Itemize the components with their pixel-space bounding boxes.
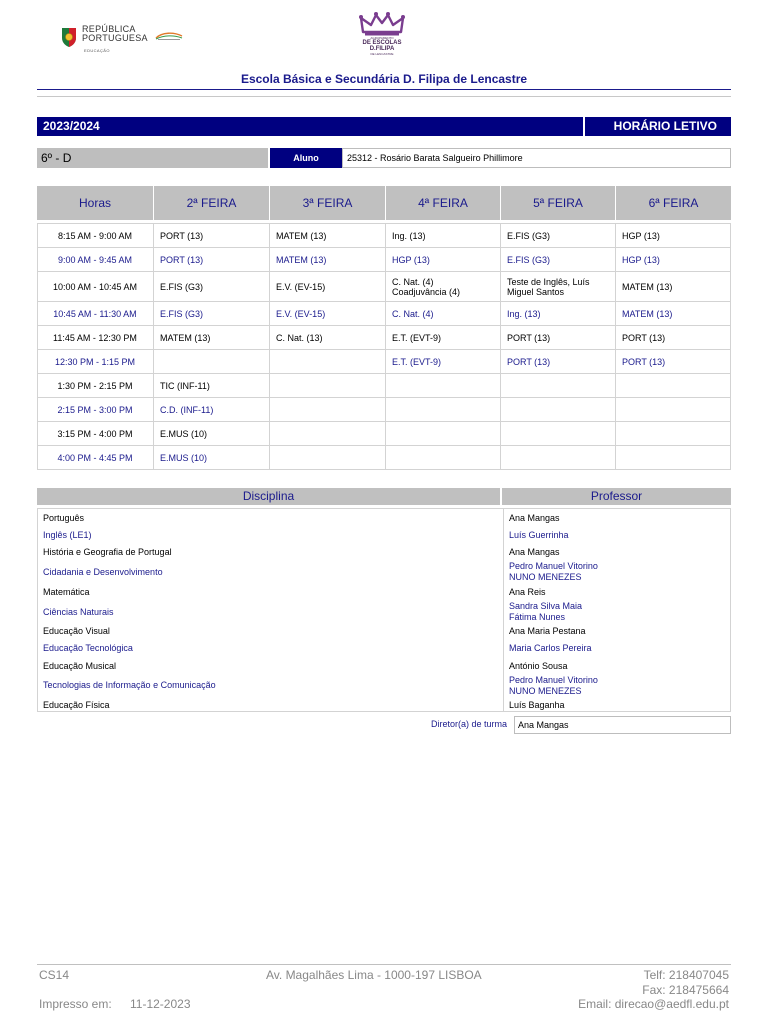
timetable-cell-tuesday [270,302,385,326]
agrupamento-logo [355,12,409,66]
student-value: 25312 - Rosário Barata Salgueiro Phillimore [342,148,731,168]
timetable-cell-text: C.D. (INF-11) [160,404,214,415]
discipline-professor: Pedro Manuel Vitorino NUNO MENEZES [509,675,598,696]
timetable-cell-monday [154,272,269,302]
timetable-top-border [37,223,731,224]
discipline-professor: Ana Mangas [509,513,560,523]
timetable-cell-text: HGP (13) [622,230,660,241]
timetable-cell-thursday [501,374,615,398]
timetable-time-cell [37,422,153,446]
timetable-grid-line [615,224,616,470]
timetable-cell-text: MATEM (13) [622,281,673,292]
timetable-cell-thursday [501,302,615,326]
crown-icon [359,12,405,36]
republica-line1: REPÚBLICA [82,24,136,34]
timetable-cell-thursday [501,248,615,272]
discipline-name: Tecnologias de Informação e Comunicação [43,680,216,690]
timetable-grid-line [730,224,731,470]
timetable-cell-tuesday [270,422,385,446]
timetable-cell-tuesday [270,398,385,422]
timetable-time-cell [37,224,153,248]
timetable-cell-wednesday [386,248,500,272]
title-rule-bottom [37,96,731,97]
timetable-cell-tuesday [270,374,385,398]
discipline-name: Educação Visual [43,626,110,636]
timetable-cell-wednesday [386,446,500,470]
timetable-cell-text: HGP (13) [392,254,430,265]
timetable-cell-friday [616,224,731,248]
timetable-cell-text: Teste de Inglês, Luís Miguel Santos [507,276,590,297]
timetable-cell-friday [616,374,731,398]
timetable-cell-text: 10:45 AM - 11:30 AM [53,308,137,319]
timetable-cell-text: E.FIS (G3) [507,254,551,265]
republica-line2: PORTUGUESA [82,33,148,43]
timetable-time-cell [37,350,153,374]
class-label: 6º - D [37,148,268,168]
ensino-logo [154,29,184,41]
timetable-cell-thursday [501,422,615,446]
timetable-cell-text: PORT (13) [507,356,551,367]
timetable-cell-monday [154,224,269,248]
discipline-professor: António Sousa [509,661,568,671]
director-label: Diretor(a) de turma [430,719,507,729]
school-title: Escola Básica e Secundária D. Filipa de Lencastre [240,72,528,86]
footer-code: CS14 [39,968,70,982]
professor-header: Professor [502,488,731,505]
timetable-cell-tuesday [270,248,385,272]
timetable-cell-text: MATEM (13) [276,254,327,265]
agrupamento-line3: DE LENCASTRE [370,52,394,56]
discipline-professor: Ana Maria Pestana [509,626,586,636]
timetable-cell-friday [616,248,731,272]
timetable-grid-line [385,224,386,470]
discipline-professor: Pedro Manuel Vitorino NUNO MENEZES [509,561,598,582]
discipline-name: História e Geografia de Portugal [43,547,172,557]
timetable-cell-text: Ing. (13) [507,308,541,319]
timetable-cell-text: C. Nat. (4) [392,308,434,319]
timetable-cell-text: E.FIS (G3) [507,230,551,241]
student-label: Aluno [270,148,342,168]
timetable-cell-tuesday [270,272,385,302]
timetable-cell-wednesday [386,224,500,248]
timetable-grid-line [153,224,154,470]
timetable-cell-text: 10:00 AM - 10:45 AM [52,281,138,292]
timetable-cell-monday [154,374,269,398]
timetable-cell-text: HGP (13) [622,254,660,265]
discipline-name: Educação Física [43,700,110,710]
footer-rule [37,964,731,965]
timetable-header-friday: 6ª FEIRA [616,186,731,220]
discipline-professor: Ana Mangas [509,547,560,557]
timetable-header-tuesday: 3ª FEIRA [270,186,385,220]
timetable-time-cell [37,374,153,398]
timetable-time-cell [37,248,153,272]
discipline-name: Ciências Naturais [43,607,114,617]
timetable-time-cell [37,326,153,350]
timetable-cell-wednesday [386,422,500,446]
discipline-divider [503,508,504,712]
timetable-cell-monday [154,422,269,446]
schedule-title: HORÁRIO LETIVO [585,117,731,136]
timetable-header-wednesday: 4ª FEIRA [386,186,500,220]
timetable-header-monday: 2ª FEIRA [154,186,269,220]
director-value: Ana Mangas [514,716,731,734]
discipline-professor: Luís Baganha [509,700,565,710]
discipline-professor: Luís Guerrinha [509,530,569,540]
timetable-cell-thursday [501,326,615,350]
timetable-cell-text: MATEM (13) [276,230,327,241]
timetable-cell-text: 9:00 AM - 9:45 AM [57,254,133,265]
timetable-cell-text: E.T. (EVT-9) [392,332,442,343]
timetable-cell-friday [616,446,731,470]
timetable-cell-text: E.MUS (10) [160,452,208,463]
footer-address: Av. Magalhães Lima - 1000-197 LISBOA [266,968,482,982]
footer-phone: Telf: 218407045 [643,968,729,982]
timetable-cell-friday [616,422,731,446]
timetable-cell-text: E.MUS (10) [160,428,208,439]
timetable-cell-text: C. Nat. (4) Coadjuvância (4) [392,276,461,297]
agrupamento-line1: DE ESCOLAS [362,40,402,46]
timetable-cell-thursday [501,224,615,248]
agrupamento-line2: D.FILIPA [369,46,395,52]
discipline-header: Disciplina [37,488,500,505]
discipline-professor: Maria Carlos Pereira [509,643,592,653]
discipline-professor: Sandra Silva Maia Fátima Nunes [509,601,583,622]
republica-sub: EDUCAÇÃO [84,48,110,53]
timetable-cell-friday [616,272,731,302]
discipline-name: Português [43,513,85,523]
timetable-cell-wednesday [386,350,500,374]
timetable-cell-friday [616,326,731,350]
timetable-cell-monday [154,248,269,272]
timetable-cell-monday [154,398,269,422]
discipline-name: Educação Tecnológica [43,643,133,653]
timetable-cell-wednesday [386,326,500,350]
footer-email: Email: direcao@aedfl.edu.pt [578,997,729,1011]
timetable-grid-line [500,224,501,470]
footer-printed-label: Impresso em: [39,997,112,1011]
timetable-cell-text: PORT (13) [507,332,551,343]
timetable-time-cell [37,398,153,422]
timetable-cell-wednesday [386,374,500,398]
school-year: 2023/2024 [37,117,583,136]
timetable-cell-text: E.FIS (G3) [160,281,204,292]
timetable-cell-wednesday [386,272,500,302]
timetable-grid-line [269,224,270,470]
timetable-cell-thursday [501,446,615,470]
portugal-flag-icon [60,26,78,48]
timetable-cell-text: PORT (13) [622,332,666,343]
timetable-cell-text: E.FIS (G3) [160,308,204,319]
timetable-cell-friday [616,398,731,422]
republica-portuguesa-logo [60,24,160,56]
timetable-cell-text: E.V. (EV-15) [276,281,326,292]
timetable-cell-text: PORT (13) [160,254,204,265]
timetable-cell-text: 8:15 AM - 9:00 AM [57,230,133,241]
discipline-name: Matemática [43,587,90,597]
timetable-cell-monday [154,446,269,470]
timetable-cell-monday [154,350,269,374]
timetable-grid-line [37,224,38,470]
timetable-cell-text: 3:15 PM - 4:00 PM [57,428,133,439]
timetable-cell-tuesday [270,446,385,470]
timetable-cell-text: PORT (13) [622,356,666,367]
timetable-cell-text: 4:00 PM - 4:45 PM [57,452,133,463]
ensino-logo-icon [154,30,184,42]
timetable-cell-text: 11:45 AM - 12:30 PM [53,332,137,343]
timetable-cell-monday [154,302,269,326]
timetable-cell-thursday [501,272,615,302]
timetable-cell-text: E.V. (EV-15) [276,308,326,319]
timetable-cell-thursday [501,350,615,374]
timetable-header-thursday: 5ª FEIRA [501,186,615,220]
timetable-cell-text: 1:30 PM - 2:15 PM [57,380,133,391]
timetable-cell-text: C. Nat. (13) [276,332,323,343]
footer-fax: Fax: 218475664 [642,983,729,997]
timetable-cell-text: 12:30 PM - 1:15 PM [54,356,136,367]
timetable-cell-wednesday [386,398,500,422]
timetable-cell-tuesday [270,350,385,374]
discipline-name: Inglês (LE1) [43,530,92,540]
title-rule-top [37,89,731,90]
timetable-header-horas: Horas [37,186,153,220]
timetable-time-cell [37,272,153,302]
timetable-cell-tuesday [270,326,385,350]
timetable-cell-text: MATEM (13) [622,308,673,319]
discipline-name: Educação Musical [43,661,117,671]
discipline-professor: Ana Reis [509,587,546,597]
timetable-cell-text: Ing. (13) [392,230,426,241]
timetable-cell-friday [616,350,731,374]
timetable-cell-text: PORT (13) [160,230,204,241]
timetable-time-cell [37,446,153,470]
timetable-cell-text: TIC (INF-11) [160,380,210,391]
footer-printed-date: 11-12-2023 [130,997,191,1011]
timetable-cell-text: 2:15 PM - 3:00 PM [57,404,133,415]
timetable-cell-text: E.T. (EVT-9) [392,356,442,367]
discipline-name: Cidadania e Desenvolvimento [43,567,163,577]
timetable-time-cell [37,302,153,326]
timetable-cell-wednesday [386,302,500,326]
timetable-cell-monday [154,326,269,350]
timetable-cell-tuesday [270,224,385,248]
agrupamento-small: AGRUPAMENTO [370,36,394,40]
timetable-cell-thursday [501,398,615,422]
timetable-cell-friday [616,302,731,326]
timetable-cell-text: MATEM (13) [160,332,211,343]
